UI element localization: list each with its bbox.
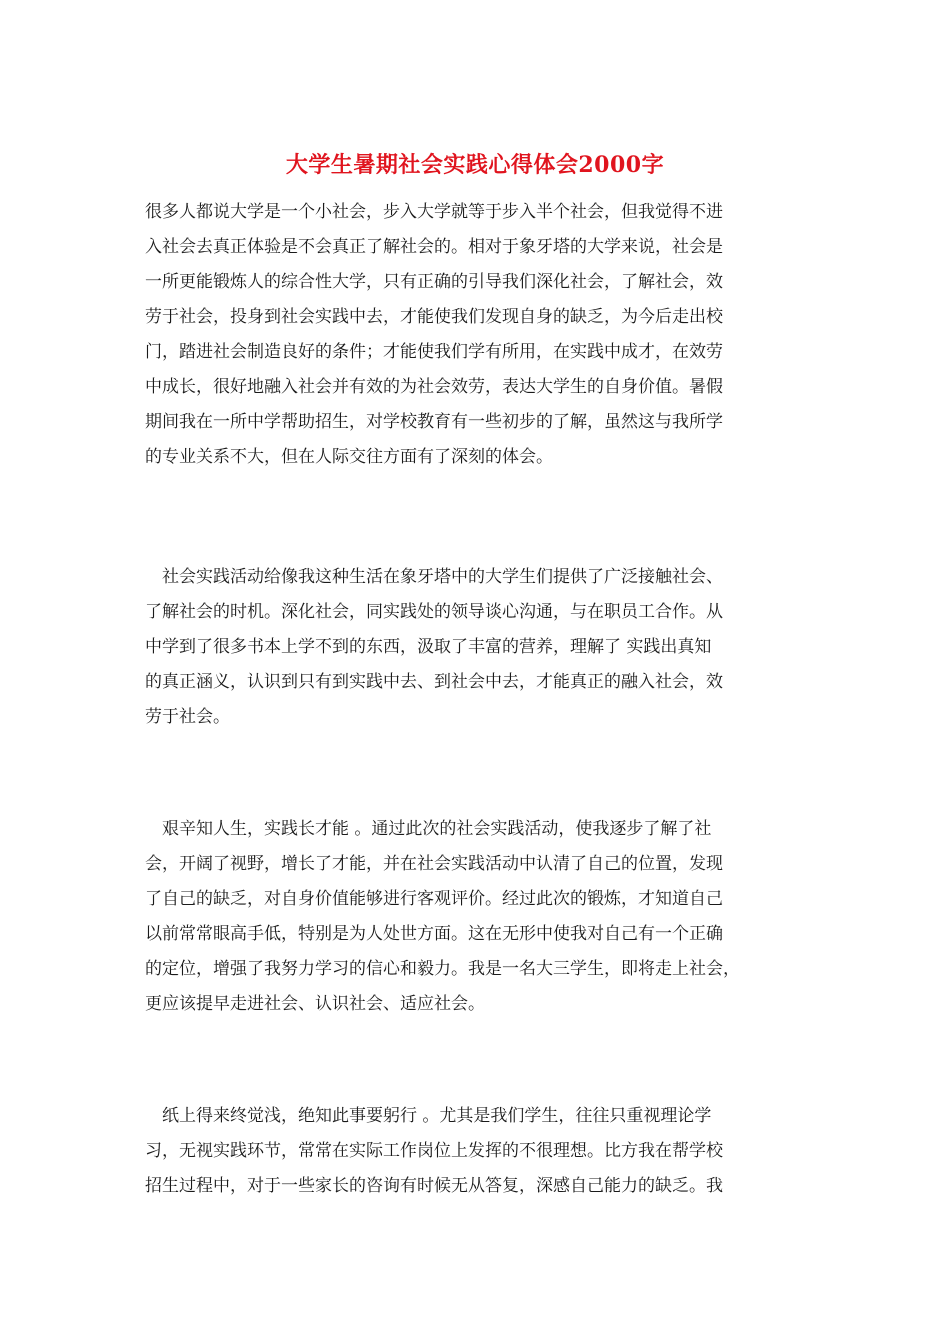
paragraph-line: 门，踏进社会制造良好的条件；才能使我们学有所用，在实践中成才，在效劳: [145, 342, 723, 362]
paragraph-line: 艰辛知人生，实践长才能 。通过此次的社会实践活动，使我逐步了解了社: [145, 819, 712, 839]
paragraph-line: 习，无视实践环节，常常在实际工作岗位上发挥的不很理想。比方我在帮学校: [145, 1141, 723, 1161]
paragraph-line: 招生过程中，对于一些家长的咨询有时候无从答复，深感自己能力的缺乏。我: [145, 1176, 723, 1196]
paragraph-line: 更应该提早走进社会、认识社会、适应社会。: [145, 994, 485, 1014]
paragraph-1: [145, 195, 815, 475]
paragraph-line: 社会实践活动给像我这种生活在象牙塔中的大学生们提供了广泛接触社会、: [145, 567, 723, 587]
document-title: 大学生暑期社会实践心得体会2000字: [285, 152, 665, 178]
paragraph-line: 很多人都说大学是一个小社会，步入大学就等于步入半个社会，但我觉得不进: [145, 202, 723, 222]
paragraph-line: 期间我在一所中学帮助招生，对学校教育有一些初步的了解，虽然这与我所学: [145, 412, 723, 432]
paragraph-line: 一所更能锻炼人的综合性大学，只有正确的引导我们深化社会，了解社会，效: [145, 272, 723, 292]
paragraph-4: [145, 1099, 815, 1204]
paragraph-line: 了解社会的时机。深化社会，同实践处的领导谈心沟通，与在职员工合作。从: [145, 602, 723, 622]
paragraph-line: 入社会去真正体验是不会真正了解社会的。相对于象牙塔的大学来说，社会是: [145, 237, 723, 257]
paragraph-line: 中学到了很多书本上学不到的东西，汲取了丰富的营养，理解了 实践出真知: [145, 637, 712, 657]
paragraph-line: 劳于社会，投身到社会实践中去，才能使我们发现自身的缺乏，为今后走出校: [145, 307, 723, 327]
paragraph-2: [145, 560, 815, 735]
paragraph-line: 的定位，增强了我努力学习的信心和毅力。我是一名大三学生，即将走上社会，: [145, 959, 740, 979]
paragraph-line: 劳于社会。: [145, 707, 230, 727]
paragraph-line: 的真正涵义，认识到只有到实践中去、到社会中去，才能真正的融入社会，效: [145, 672, 723, 692]
paragraph-line: 纸上得来终觉浅，绝知此事要躬行 。尤其是我们学生，往往只重视理论学: [145, 1106, 712, 1126]
paragraph-line: 了自己的缺乏，对自身价值能够进行客观评价。经过此次的锻炼，才知道自己: [145, 889, 723, 909]
paragraph-line: 以前常常眼高手低，特别是为人处世方面。这在无形中使我对自己有一个正确: [145, 924, 723, 944]
paragraph-3: [145, 812, 815, 1022]
paragraph-line: 中成长，很好地融入社会并有效的为社会效劳，表达大学生的自身价值。暑假: [145, 377, 723, 397]
paragraph-line: 会，开阔了视野，增长了才能，并在社会实践活动中认清了自己的位置，发现: [145, 854, 723, 874]
paragraph-line: 的专业关系不大，但在人际交往方面有了深刻的体会。: [145, 447, 553, 467]
